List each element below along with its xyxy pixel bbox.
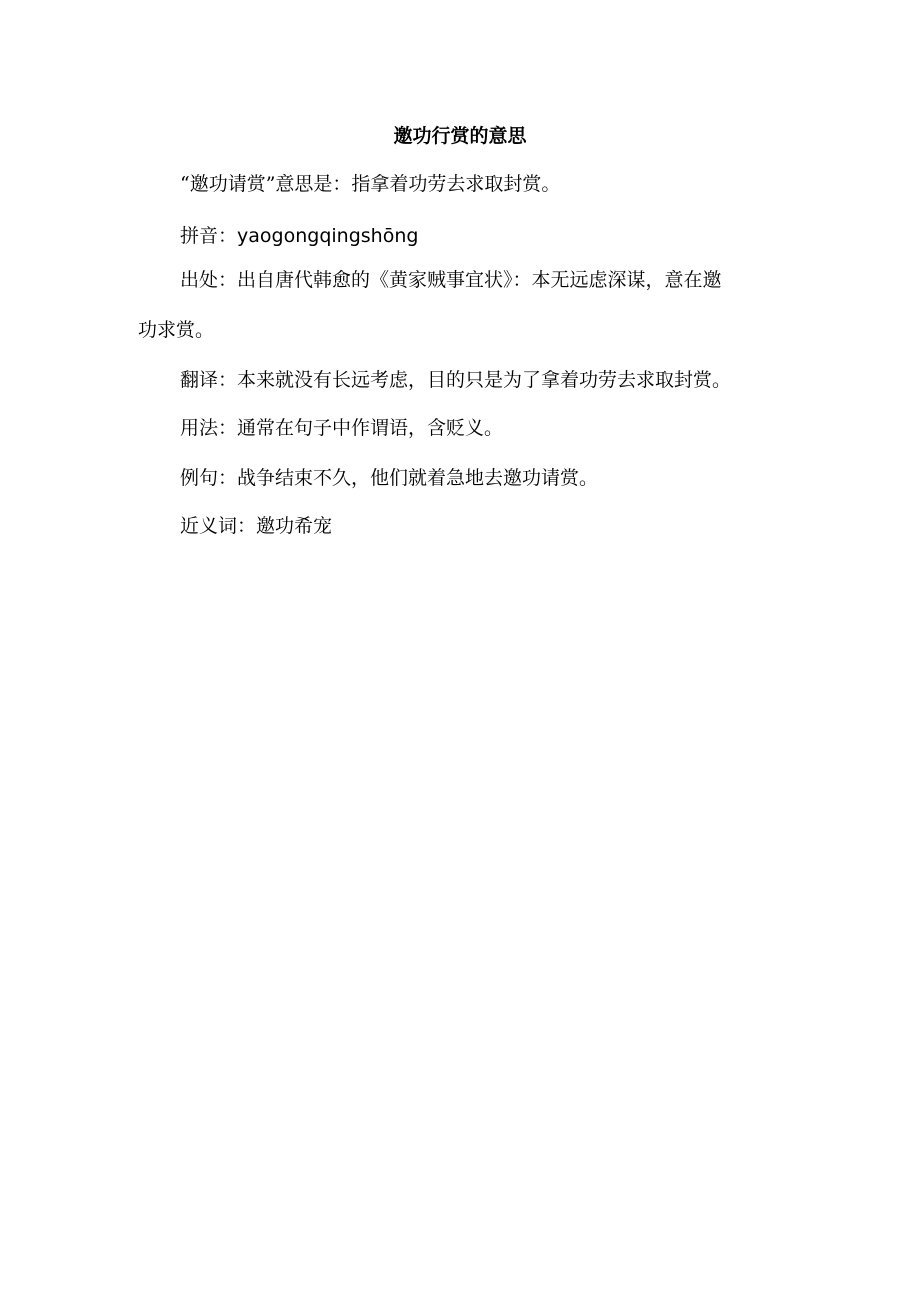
pinyin-value: yaogongqingshōng bbox=[237, 225, 419, 247]
translation-paragraph: 翻译：本来就没有长远考虑，目的只是为了拿着功劳去求取封赏。 bbox=[180, 369, 732, 391]
pinyin-paragraph bbox=[138, 222, 820, 250]
example-paragraph: 例句：战争结束不久，他们就着急地去邀功请赏。 bbox=[180, 467, 599, 489]
meaning-paragraph: “邀功请赏”意思是：指拿着功劳去求取封赏。 bbox=[180, 173, 561, 195]
pinyin-label: 拼音： bbox=[180, 225, 238, 247]
source-paragraph-line1: 出处：出自唐代韩愈的《黄家贼事宜状》：本无远虑深谋，意在邀 bbox=[180, 269, 722, 291]
synonym-paragraph: 近义词：邀功希宠 bbox=[180, 515, 333, 537]
source-paragraph-line2: 功求赏。 bbox=[138, 319, 215, 341]
document-title: 邀功行赏的意思 bbox=[393, 125, 527, 147]
usage-paragraph: 用法：通常在句子中作谓语，含贬义。 bbox=[180, 417, 504, 439]
